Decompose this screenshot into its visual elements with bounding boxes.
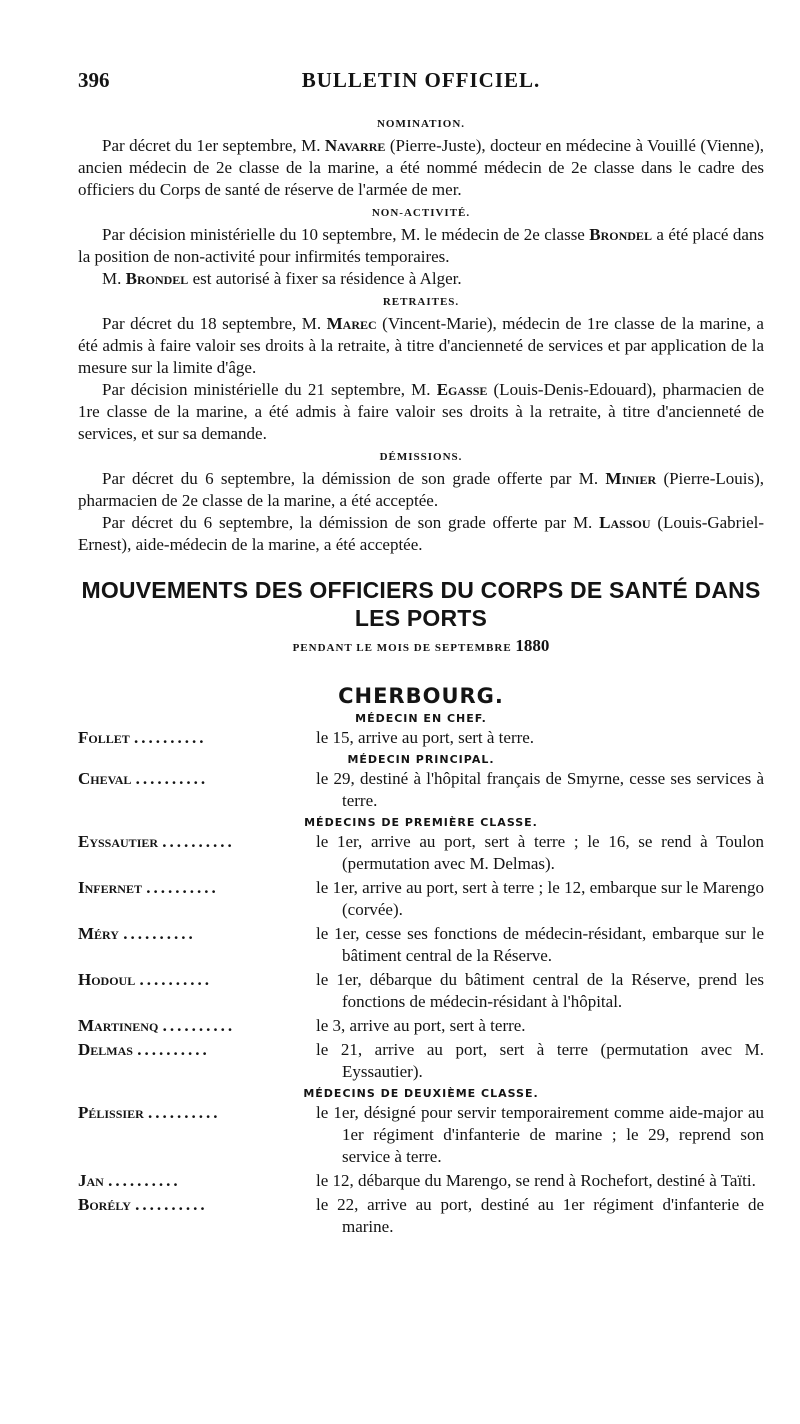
movement-text: le 1er, débarque du bâtiment central de la Réserve, prend les fonctions de médecin-résidant à l'hôpital. [316, 970, 764, 1011]
movement-text: le 3, arrive au port, sert à terre. [316, 1016, 526, 1035]
movement-entry [78, 877, 764, 921]
movement-text: le 15, arrive au port, sert à terre. [316, 728, 535, 747]
person-name: Egasse [436, 380, 488, 399]
leader-dots: .......... [146, 878, 219, 897]
movement-entry [78, 727, 764, 749]
leader-dots: .......... [123, 924, 196, 943]
officer-name: Infernet [78, 878, 142, 897]
rank-heading: MÉDECINS DE PREMIÈRE CLASSE. [304, 816, 538, 829]
movement-entry [78, 1102, 764, 1168]
person-name: Marec [326, 314, 377, 333]
leader-dots: .......... [135, 769, 209, 788]
movement-entry [78, 1039, 764, 1083]
leader-dots: .......... [148, 1103, 221, 1122]
section-heading-retraites: RETRAITES. [382, 296, 460, 308]
movement-text: le 21, arrive au port, sert à terre (permutation avec M. Eyssautier). [316, 1040, 764, 1081]
person-name: Minier [605, 469, 657, 488]
paragraph-demissions-1: Par décret du 6 septembre, la démission de son grade offerte par M. Minier (Pierre-Louis), pharmacien de 2e classe de la marine, a été acceptée. [78, 469, 764, 510]
officer-name: Follet [78, 728, 130, 747]
paragraph-nomination: Par décret du 1er septembre, M. Navarre (Pierre-Juste), docteur en médecine à Vouillé (Vienne), ancien médecin de 2e classe de la marine, a été nommé médecin de 2e classe dans le cadre des officiers du Corps de santé de réserve de l'armée de mer. [78, 136, 764, 199]
paragraph-retraites-1: Par décret du 18 septembre, M. Marec (Vincent-Marie), médecin de 1re classe de la marine, a été admis à faire valoir ses droits à la retraite, à titre d'ancienneté de services et par application de la mesure sur la limite d'âge. [78, 314, 764, 377]
paragraph-non-activite-1: Par décision ministérielle du 10 septembre, M. le médecin de 2e classe Brondel a été placé dans la position de non-activité pour infirmités temporaires. [78, 225, 764, 266]
movements-year: 1880 [515, 636, 550, 655]
movement-entry [78, 1194, 764, 1238]
rank-heading: MÉDECIN EN CHEF. [355, 712, 487, 725]
movement-entry [78, 969, 764, 1013]
officer-name: Cheval [78, 769, 132, 788]
officer-name: Jan [78, 1171, 104, 1190]
officer-name: Eyssautier [78, 832, 159, 851]
officer-name: Delmas [78, 1040, 133, 1059]
movement-text: le 29, destiné à l'hôpital français de Smyrne, cesse ses services à terre. [316, 769, 764, 810]
movement-entry [78, 923, 764, 967]
officer-name: Borély [78, 1195, 131, 1214]
movements-subtitle: PENDANT LE MOIS DE SEPTEMBRE 1880 [292, 636, 550, 655]
person-name: Lassou [599, 513, 651, 532]
running-header [78, 68, 764, 100]
movement-text: le 22, arrive au port, destiné au 1er régiment d'infanterie de marine. [316, 1195, 764, 1236]
paragraph-demissions-2: Par décret du 6 septembre, la démission de son grade offerte par M. Lassou (Louis-Gabriel-Ernest), aide-médecin de la marine, a été acceptée. [78, 513, 765, 554]
leader-dots: .......... [162, 832, 235, 851]
movement-entry [78, 831, 764, 875]
page-number: 396 [78, 68, 110, 92]
movements-title: MOUVEMENTS DES OFFICIERS DU CORPS DE SANTÉ DANS LES PORTS [81, 577, 761, 631]
paragraph-retraites-2: Par décision ministérielle du 21 septembre, M. Egasse (Louis-Denis-Edouard), pharmacien de 1re classe de la marine, a été admis à faire valoir ses droits à la retraite, à titre d'ancienneté de services, et sur sa demande. [78, 380, 764, 443]
rank-heading: MÉDECINS DE DEUXIÈME CLASSE. [303, 1087, 539, 1100]
page-content [78, 112, 764, 1240]
section-heading-nomination: NOMINATION. [376, 118, 466, 130]
officer-name: Pélissier [78, 1103, 144, 1122]
paragraph-non-activite-2: M. Brondel est autorisé à fixer sa résidence à Alger. [102, 269, 462, 288]
movement-entry [78, 1170, 764, 1192]
officer-name: Méry [78, 924, 119, 943]
running-title: BULLETIN OFFICIEL. [301, 68, 541, 92]
leader-dots: .......... [108, 1171, 181, 1190]
leader-dots: .......... [139, 970, 212, 989]
leader-dots: .......... [162, 1016, 236, 1035]
person-name: Brondel [589, 225, 652, 244]
movement-text: le 1er, arrive au port, sert à terre ; le 12, embarque sur le Marengo (corvée). [316, 878, 764, 919]
movement-text: le 1er, cesse ses fonctions de médecin-résidant, embarque sur le bâtiment central de la Réserve. [316, 924, 764, 965]
section-heading-demissions: DÉMISSIONS. [379, 451, 463, 463]
leader-dots: .......... [135, 1195, 208, 1214]
movement-text: le 1er, désigné pour servir temporairement comme aide-major au 1er régiment d'infanterie de marine ; le 29, reprend son service à terre. [316, 1103, 764, 1166]
movement-text: le 1er, arrive au port, sert à terre ; le 16, se rend à Toulon (permutation avec M. Delmas). [316, 832, 764, 873]
port-heading: CHERBOURG. [338, 684, 504, 708]
officer-name: Martinenq [78, 1016, 159, 1035]
movement-text: le 12, débarque du Marengo, se rend à Rochefort, destiné à Taïti. [316, 1171, 756, 1190]
movement-entry [78, 768, 764, 812]
section-heading-non-activite: NON-ACTIVITÉ. [371, 207, 471, 219]
leader-dots: .......... [133, 728, 207, 747]
leader-dots: .......... [137, 1040, 210, 1059]
person-name: Brondel [125, 269, 189, 288]
person-name: Navarre [324, 136, 386, 155]
officer-name: Hodoul [78, 970, 136, 989]
movement-entry [78, 1015, 764, 1037]
rank-heading: MÉDECIN PRINCIPAL. [347, 753, 495, 766]
